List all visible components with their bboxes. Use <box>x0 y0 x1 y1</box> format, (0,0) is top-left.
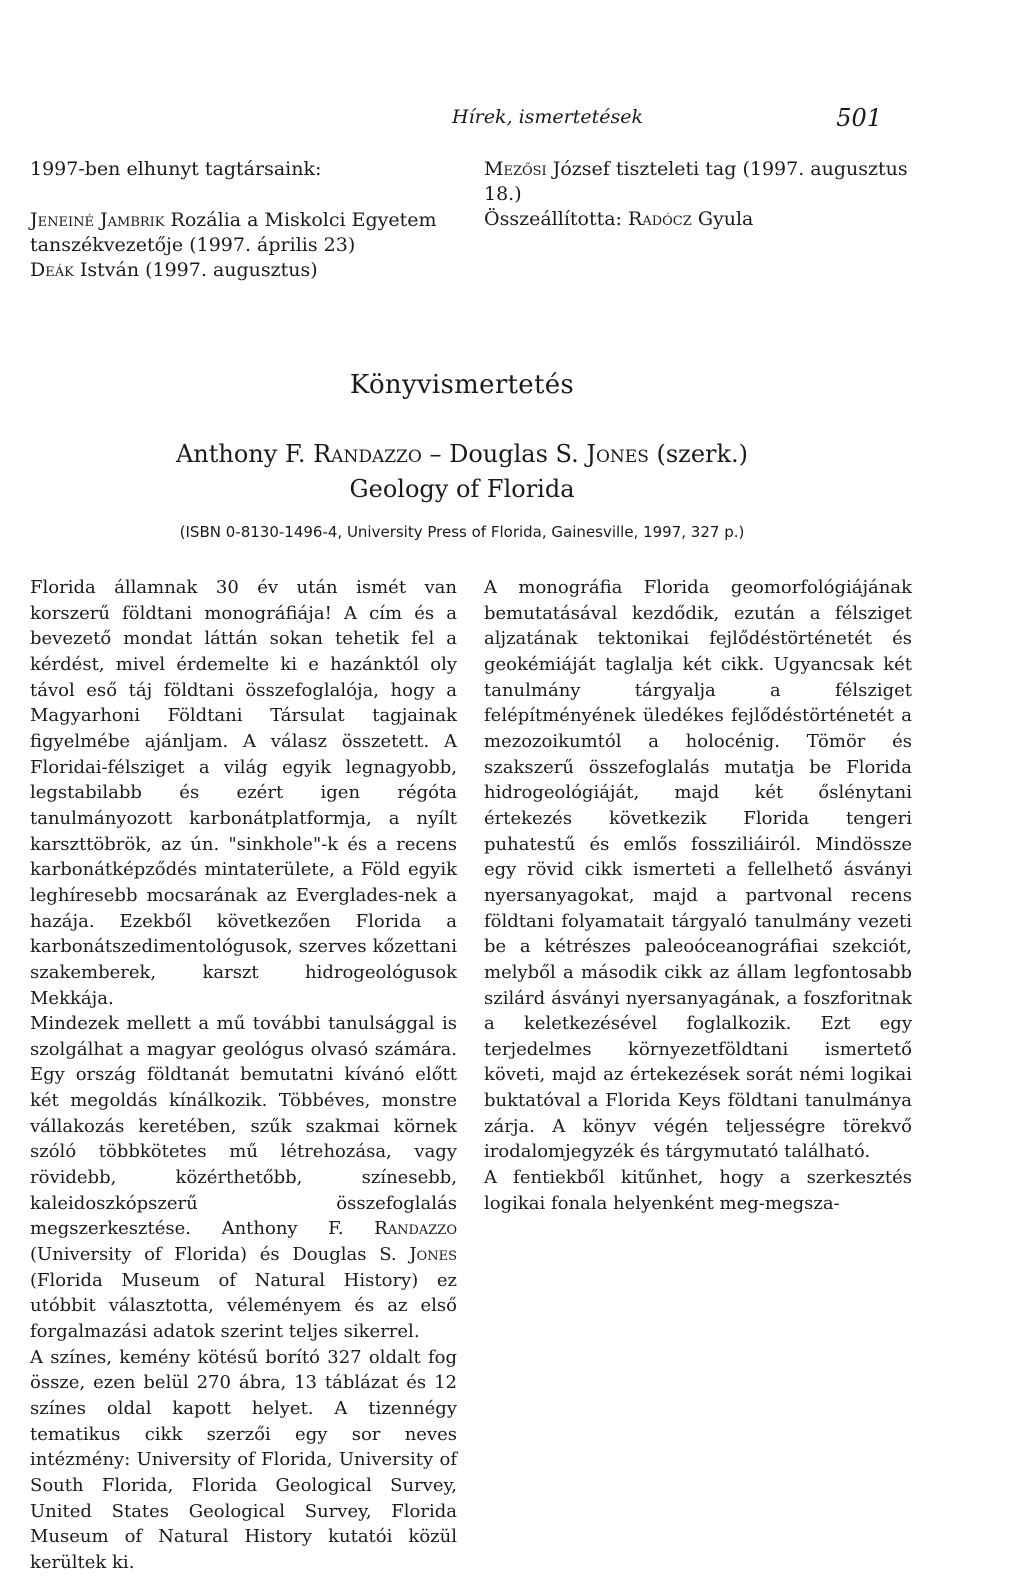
compiler-surname: Radócz <box>628 208 692 230</box>
author-given-name: Douglas S. <box>449 440 587 468</box>
paragraph-text: Mindezek mellett a mű további tanulsággal is szolgálhat a magyar geológus olvasó számára. Egy ország földtanát bemutatni kívánó előtt két megoldás kínálkozik. Többéves, monstre vállakozás keretében, szűk szakmai körnek szóló többkötetes mű létrehozása, vagy rövidebb, közérthetőbb, színesebb, kaleidoszkópszerű összefoglalás megszerkesztése. Anthony F. <box>30 1013 457 1240</box>
review-paragraph: Florida államnak 30 év után ismét van korszerű földtani monográfiája! A cím és a bevezető mondat láttán sokan tehetik fel a kérdést, mivel érdemelte ki e hazánktól oly távol eső táj földtani összefoglalója, hogy a Magyarhoni Földtani Társulat tagjainak figyelmébe ajánljam. A válasz összetett. A Floridai-félsziget a világ egyik legnagyobb, legstabilabb és ezért igen régóta tanulmányozott karbonátplatformja, a nyílt karszttöbrök, az ún. "sinkhole"-k és a recens karbonátképződés mintaterülete, a Föld egyik leghíresebb mocsarának az Everglades-nek a hazája. Ezekből következően Florida a karbonátszedimentológusok, szerves kőzettani szakemberek, karszt hidrogeológusok Mekkája. <box>30 577 457 1009</box>
author-surname: Randazzo <box>374 1218 457 1240</box>
entry-text: Rozália a Miskolci Egyetem tanszékvezetője (1997. április 23) <box>30 209 437 256</box>
review-column-left <box>30 575 457 1576</box>
page-number: 501 <box>836 104 882 132</box>
book-authors <box>0 440 924 468</box>
author-given-name: Anthony F. <box>175 440 314 468</box>
entry-text: István (1997. augusztus) <box>73 259 318 281</box>
obituary-entry <box>484 157 914 207</box>
paragraph-text: (University of Florida) és Douglas S. <box>30 1244 410 1266</box>
compiler-given-name: Gyula <box>691 208 754 230</box>
section-title: Könyvismertetés <box>349 370 575 400</box>
member-name: Jeneiné Jambrik <box>30 209 165 231</box>
author-surname: Jones <box>586 440 649 468</box>
paragraph-text: (Florida Museum of Natural History) ez utóbbit választotta, véleményem és az első forgalmazási adatok szerint teljes sikerrel. <box>30 1269 457 1343</box>
review-paragraph: A színes, kemény kötésű borító 327 oldalt fog össze, ezen belül 270 ábra, 13 táblázat és 12 színes oldal kapott helyet. A tizennégy tematikus cikk szerzői egy sor neves intézmény: University of Florida, University of South Florida, Florida Geological Survey, United States Geological Survey, Florida Museum of Natural History kutatói közül kerültek ki. <box>30 1346 457 1573</box>
book-title: Geology of Florida <box>349 475 575 503</box>
obituary-list <box>30 157 466 283</box>
compiled-label: Összeállította: <box>484 208 629 230</box>
compiled-by <box>484 207 914 232</box>
entry-text: József tiszteleti tag (1997. augusztus 18.) <box>484 158 908 205</box>
review-paragraph <box>30 1011 457 1345</box>
obituary-continuation <box>484 157 914 232</box>
review-paragraph: A fentiekből kitűnhet, hogy a szerkesztés logikai fonala helyenként meg-megsza- <box>484 1167 912 1214</box>
review-column-right <box>484 575 912 1216</box>
member-name: Deák <box>30 259 74 281</box>
review-paragraph: A monográfia Florida geomorfológiájának bemutatásával kezdődik, ezután a félsziget aljzatának tektonikai fejlődéstörténetét és geokémiáját taglalja két cikk. Ugyancsak két tanulmány tárgyalja a félsziget felépítményének üledékes fejlődéstörténetét a mezozoikumtól a holocénig. Tömör és szakszerű összefoglalás mutatja be Florida hidrogeológiáját, majd két őslénytani értekezés következik Florida tengeri puhatestű és emlős fossziliáiról. Mindössze egy rövid cikk ismerteti a fellelhető ásványi nyersanyagokat, majd a partvonal recens földtani folyamatait tárgyaló tanulmány vezeti be a kétrészes paleoóceanográfiai szekciót, melyből a második cikk az állam legfontosabb szilárd ásványi nyersanyagának, a foszforitnak a keletkezésével foglalkozik. Ezt egy terjedelmes környezetföldtani ismertető követi, majd az értekezések sorát némi logikai buktatóval a Florida Keys földtani tanulmánya zárja. A könyv végén teljességre törekvő irodalomjegyzék és tárgymutató található. <box>484 577 912 1163</box>
editor-note: (szerk.) <box>648 440 749 468</box>
running-title: Hírek, ismertetések <box>452 106 644 128</box>
author-separator: – <box>421 440 450 468</box>
obituary-entry <box>30 208 466 258</box>
author-surname: Jones <box>409 1244 457 1266</box>
member-name: Mezősi <box>484 158 547 180</box>
book-metadata: (ISBN 0-8130-1496-4, University Press of Florida, Gainesville, 1997, 327 p.) <box>179 523 745 541</box>
obituary-heading: 1997-ben elhunyt tagtársaink: <box>30 158 322 180</box>
author-surname: Randazzo <box>313 440 422 468</box>
obituary-entry <box>30 258 466 283</box>
running-header <box>0 106 1024 136</box>
